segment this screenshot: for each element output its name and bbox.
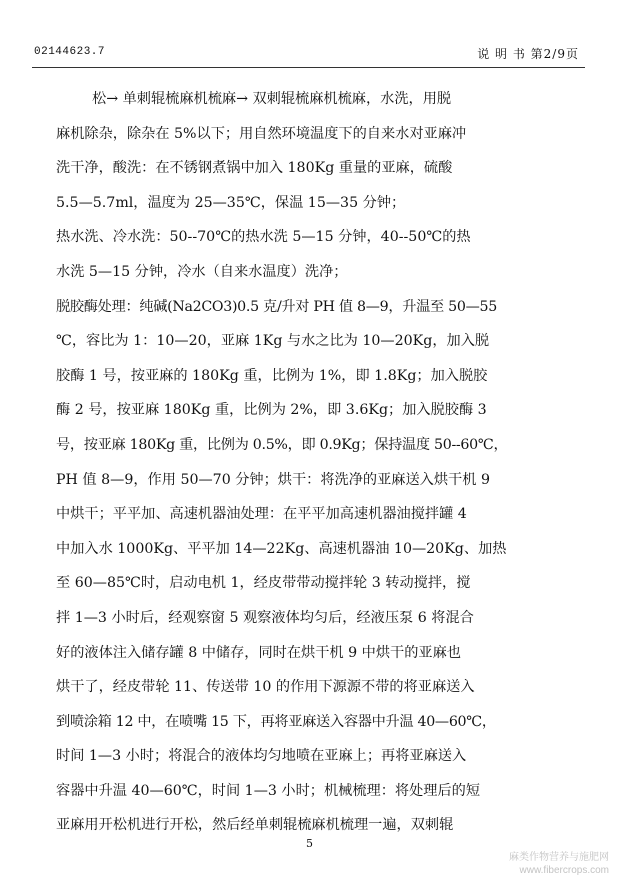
watermark-site-name: 麻类作物营养与施肥网 [509,852,609,863]
text-line: 松→ 单刺辊梳麻机梳麻→ 双刺辊梳麻机梳麻，水洗，用脱 [92,91,452,107]
document-type: 说 明 书 [477,47,526,61]
page-label: 第2/9页 [530,47,579,61]
text-line: 至 60—85℃时，启动电机 1，经皮带带动搅拌轮 3 转动搅拌，搅 [56,575,471,592]
text-line: 中烘干；平平加、高速机器油处理：在平平加高速机器油搅拌罐 4 [56,506,467,523]
application-number: 02144623.7 [34,46,106,58]
watermark [509,851,609,877]
text-line: PH 值 8—9，作用 50—70 分钟；烘干：将洗净的亚麻送入烘干机 9 [56,471,490,488]
page-header-right [477,45,579,62]
text-line: 号，按亚麻 180Kg 重，比例为 0.5%，即 0.9Kg；保持温度 50--60℃， [56,436,508,453]
text-line: 亚麻用开松机进行开松，然后经单刺辊梳麻机梳理一遍，双刺辊 [56,817,454,834]
page-number: 5 [306,837,313,850]
text-line: 时间 1—3 小时；将混合的液体均匀地喷在亚麻上；再将亚麻送入 [56,748,467,765]
text-line: 热水洗、冷水洗：50--70℃的热水洗 5—15 分钟，40--50℃的热 [56,229,471,246]
text-line: 水洗 5—15 分钟，冷水（自来水温度）洗净； [56,263,348,280]
text-line: 拌 1—3 小时后，经观察窗 5 观察液体均匀后，经液压泵 6 将混合 [56,609,474,626]
text-line: 胶酶 1 号，按亚麻的 180Kg 重，比例为 1%，即 1.8Kg；加入脱胶 [56,367,488,384]
body-text [56,82,588,843]
text-line: 中加入水 1000Kg、平平加 14—22Kg、高速机器油 10—20Kg、加热 [56,540,507,557]
text-line: 烘干了，经皮带轮 11、传送带 10 的作用下源源不带的将亚麻送入 [56,679,475,696]
text-line: 到喷涂箱 12 中，在喷嘴 15 下，再将亚麻送入容器中升温 40—60℃， [56,713,496,730]
text-line: 麻机除杂，除杂在 5%以下；用自然环境温度下的自来水对亚麻冲 [56,125,467,142]
text-line: 洗干净，酸洗：在不锈钢煮锅中加入 180Kg 重量的亚麻，硫酸 [56,160,453,177]
header-divider [32,67,585,68]
text-line: ℃，容比为 1：10—20，亚麻 1Kg 与水之比为 10—20Kg，加入脱 [56,333,490,350]
text-line: 脱胶酶处理：纯碱(Na2CO3)0.5 克/升对 PH 值 8—9，升温至 50—55 [56,298,497,315]
text-line: 容器中升温 40—60℃，时间 1—3 小时；机械梳理：将处理后的短 [56,782,481,799]
text-line: 好的液体注入储存罐 8 中储存，同时在烘干机 9 中烘干的亚麻也 [56,644,461,661]
text-line: 5.5—5.7ml，温度为 25—35℃，保温 15—35 分钟； [56,194,406,211]
watermark-url: www.fibercrops.com [519,865,609,876]
text-line: 酶 2 号，按亚麻 180Kg 重，比例为 2%，即 3.6Kg；加入脱胶酶 3 [56,402,487,419]
